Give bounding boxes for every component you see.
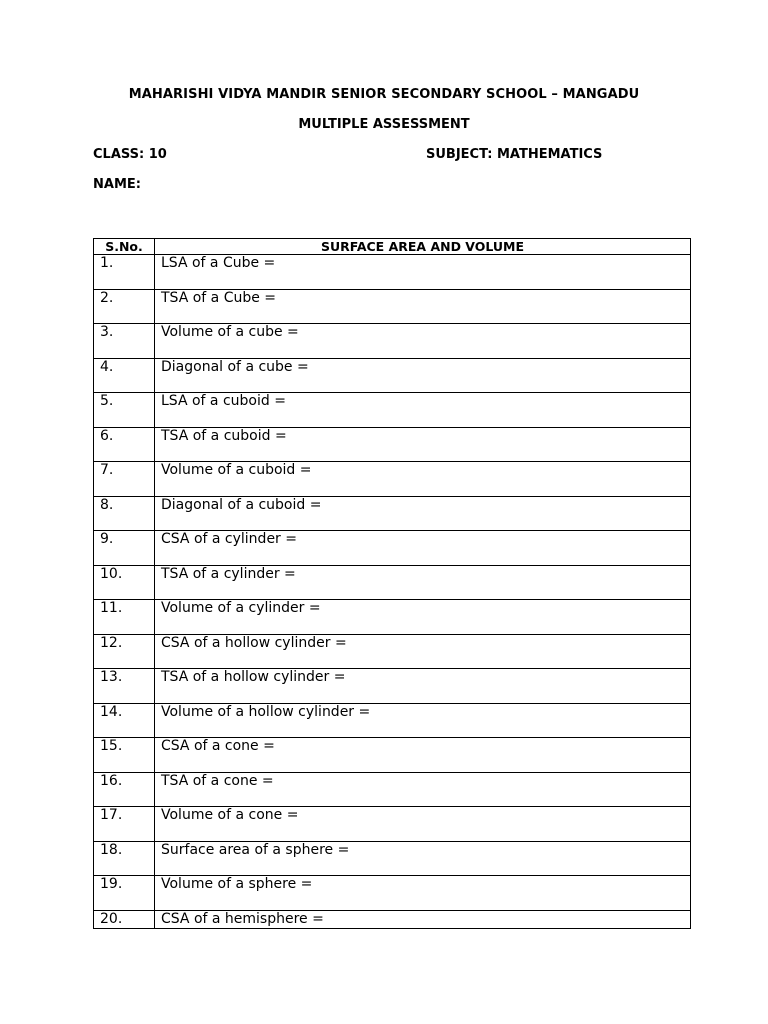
table-row xyxy=(94,600,691,635)
formula-prompt: CSA of a cone = xyxy=(155,738,691,773)
school-title: MAHARISHI VIDYA MANDIR SENIOR SECONDARY SCHOOL – MANGADU xyxy=(128,87,640,102)
table-row xyxy=(94,496,691,531)
table-row xyxy=(94,427,691,462)
row-number: 7. xyxy=(94,462,155,497)
row-number: 18. xyxy=(94,841,155,876)
row-number: 8. xyxy=(94,496,155,531)
formula-prompt: TSA of a cuboid = xyxy=(155,427,691,462)
table-header-row xyxy=(94,239,691,255)
formula-prompt: Volume of a cone = xyxy=(155,807,691,842)
formula-prompt: CSA of a hemisphere = xyxy=(155,910,691,928)
row-number: 17. xyxy=(94,807,155,842)
table-row xyxy=(94,393,691,428)
formula-prompt: TSA of a hollow cylinder = xyxy=(155,669,691,704)
formula-prompt: TSA of a cylinder = xyxy=(155,565,691,600)
table-row xyxy=(94,565,691,600)
formula-prompt: CSA of a hollow cylinder = xyxy=(155,634,691,669)
formula-prompt: Volume of a sphere = xyxy=(155,876,691,911)
formula-prompt: Diagonal of a cuboid = xyxy=(155,496,691,531)
row-number: 3. xyxy=(94,324,155,359)
formula-prompt: TSA of a Cube = xyxy=(155,289,691,324)
row-number: 16. xyxy=(94,772,155,807)
row-number: 6. xyxy=(94,427,155,462)
formula-prompt: LSA of a cuboid = xyxy=(155,393,691,428)
table-row xyxy=(94,841,691,876)
formula-prompt: Volume of a hollow cylinder = xyxy=(155,703,691,738)
subject-label: SUBJECT: MATHEMATICS xyxy=(426,147,603,162)
row-number: 13. xyxy=(94,669,155,704)
row-number: 14. xyxy=(94,703,155,738)
table-row xyxy=(94,703,691,738)
row-number: 4. xyxy=(94,358,155,393)
formula-prompt: TSA of a cone = xyxy=(155,772,691,807)
row-number: 11. xyxy=(94,600,155,635)
assessment-title: MULTIPLE ASSESSMENT xyxy=(298,117,470,132)
name-label: NAME: xyxy=(93,177,141,192)
row-number: 10. xyxy=(94,565,155,600)
table-row xyxy=(94,462,691,497)
table-row xyxy=(94,876,691,911)
table-row xyxy=(94,289,691,324)
row-number: 5. xyxy=(94,393,155,428)
column-header-sno: S.No. xyxy=(94,239,155,255)
formula-prompt: LSA of a Cube = xyxy=(155,255,691,290)
formula-prompt: Volume of a cylinder = xyxy=(155,600,691,635)
row-number: 15. xyxy=(94,738,155,773)
table-row xyxy=(94,738,691,773)
formula-prompt: Surface area of a sphere = xyxy=(155,841,691,876)
formula-prompt: Diagonal of a cube = xyxy=(155,358,691,393)
table-row xyxy=(94,634,691,669)
table-row xyxy=(94,358,691,393)
formula-prompt: Volume of a cuboid = xyxy=(155,462,691,497)
table-row xyxy=(94,910,691,928)
table-row xyxy=(94,807,691,842)
table-row xyxy=(94,255,691,290)
table-row xyxy=(94,669,691,704)
row-number: 2. xyxy=(94,289,155,324)
row-number: 12. xyxy=(94,634,155,669)
formula-table xyxy=(93,238,691,929)
row-number: 20. xyxy=(94,910,155,928)
class-label: CLASS: 10 xyxy=(93,147,167,162)
column-header-topic: SURFACE AREA AND VOLUME xyxy=(155,239,691,255)
table-row xyxy=(94,772,691,807)
row-number: 19. xyxy=(94,876,155,911)
formula-prompt: CSA of a cylinder = xyxy=(155,531,691,566)
formula-prompt: Volume of a cube = xyxy=(155,324,691,359)
table-row xyxy=(94,324,691,359)
row-number: 1. xyxy=(94,255,155,290)
row-number: 9. xyxy=(94,531,155,566)
table-row xyxy=(94,531,691,566)
table-body xyxy=(94,255,691,929)
